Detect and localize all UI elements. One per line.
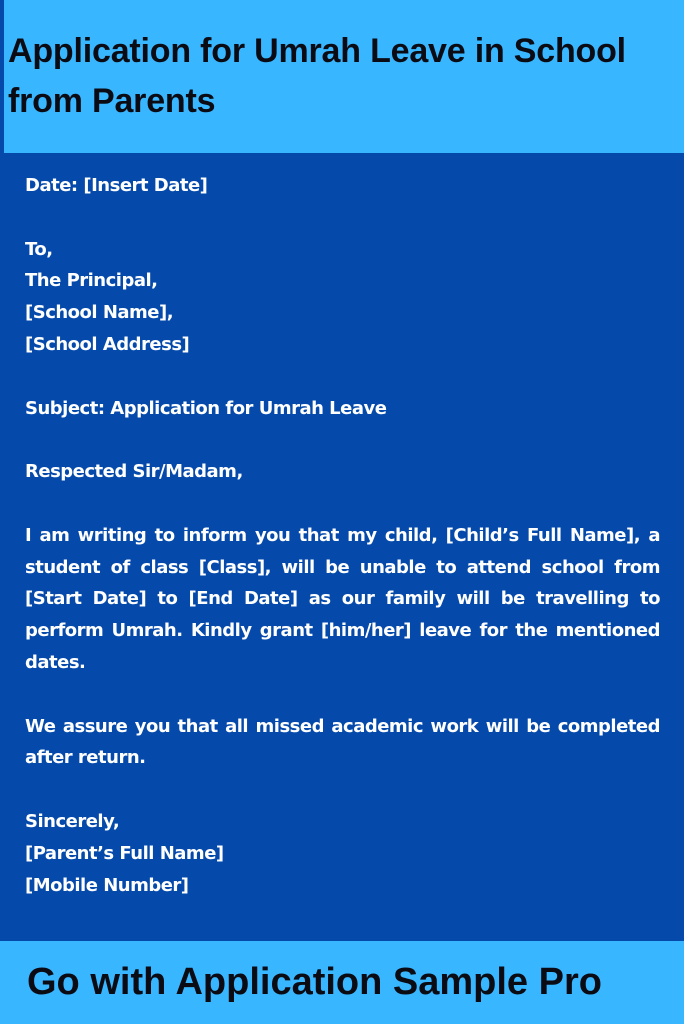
body-paragraph-1: I am writing to inform you that my child, [Child’s Full Name], a student of class [Class], will be unable to attend school from [Start Date] to [End Date] as our family will be travelling to perform Umrah. Kindly grant [him/her] leave for the mentioned dates. xyxy=(25,524,660,673)
recipient-line: The Principal, xyxy=(25,270,158,292)
spacer xyxy=(25,488,660,520)
salutation: Respected Sir/Madam, xyxy=(25,461,243,483)
spacer xyxy=(25,774,660,806)
subject-line: Subject: Application for Umrah Leave xyxy=(25,397,387,419)
spacer xyxy=(25,424,660,456)
letter-content xyxy=(25,170,660,901)
spacer xyxy=(25,361,660,393)
to-line: To, xyxy=(25,238,53,260)
closing: Sincerely, xyxy=(25,810,120,832)
school-name-line: [School Name], xyxy=(25,302,174,324)
school-address-line: [School Address] xyxy=(25,333,190,355)
spacer xyxy=(25,202,660,234)
body-paragraph-2: We assure you that all missed academic work will be completed after return. xyxy=(25,715,660,769)
spacer xyxy=(25,679,660,711)
page-title: Application for Umrah Leave in School from Parents xyxy=(8,32,626,120)
date-line: Date: [Insert Date] xyxy=(25,175,208,196)
footer-banner xyxy=(0,941,684,1024)
sender-name: [Parent’s Full Name] xyxy=(25,842,224,864)
sender-mobile: [Mobile Number] xyxy=(25,874,189,896)
footer-text: Go with Application Sample Pro xyxy=(27,961,602,1003)
header-banner xyxy=(0,0,684,153)
